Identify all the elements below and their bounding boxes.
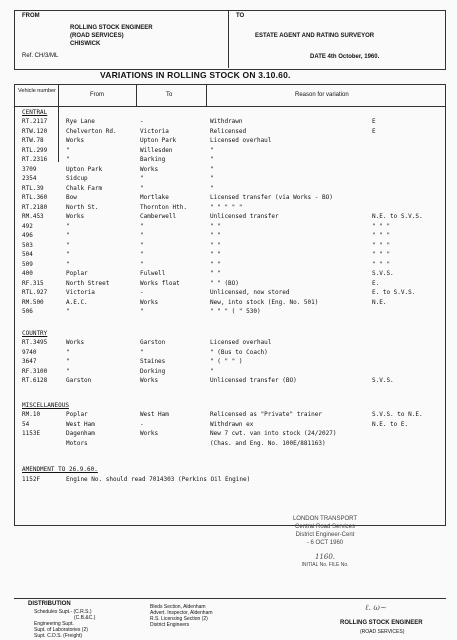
vehicle-number: 506 [22, 308, 33, 315]
table-row [14, 137, 444, 145]
reason-cell: " " [210, 241, 221, 249]
reason-cell: " [210, 175, 214, 182]
table-row [14, 128, 444, 136]
note-cell: " " " [372, 222, 391, 230]
table-row [14, 251, 444, 259]
vehicle-number: RTW.78 [22, 137, 44, 144]
reason-cell: " " " ( " 530) [210, 308, 261, 315]
table-row [14, 223, 444, 231]
from-cell: Works [66, 339, 85, 346]
from-cell: Chalk Farm [66, 184, 103, 192]
note-cell: S.V.S. [372, 270, 394, 277]
stamp-line-3: District Engineer-Cent [295, 532, 355, 538]
vehicle-number: RT.2316 [22, 156, 48, 163]
vehicle-number: RT.2117 [22, 118, 48, 125]
to-org: ESTATE AGENT AND RATING SURVEYOR [255, 33, 375, 39]
from-cell: " [66, 260, 70, 268]
table-row [14, 204, 444, 212]
vehicle-number: RF.315 [22, 279, 44, 287]
table-row [14, 289, 444, 297]
to-cell: " [140, 308, 144, 315]
signature-role: ROLLING STOCK ENGINEER [340, 620, 423, 626]
to-cell: Works float [140, 279, 180, 287]
dist-mid-1: Bleds Section, Aldenham [150, 604, 206, 610]
reason-cell: " " (BO) [210, 279, 239, 287]
table-row [14, 194, 444, 202]
table-row [14, 166, 444, 174]
from-org-line3: CHISWICK [70, 41, 101, 47]
to-cell: Barking [140, 156, 166, 163]
from-cell: Dagenham [66, 430, 95, 437]
receipt-stamp [260, 515, 390, 585]
header-box [14, 10, 446, 70]
reason-cell: Withdrawn ex [210, 420, 254, 428]
note-cell: " " " [372, 251, 391, 258]
footer-rule [14, 598, 446, 599]
table-row [14, 232, 444, 240]
table-row [14, 185, 444, 193]
vehicle-number: RM.500 [22, 298, 44, 306]
to-cell: Staines [140, 358, 166, 365]
vehicle-number: 509 [22, 260, 33, 268]
reason-cell: " [210, 146, 214, 154]
signature-mark: ℓ. ω~ [365, 603, 387, 612]
reason-cell: " " [210, 260, 221, 268]
to-cell: " [140, 260, 144, 268]
vehicle-number: RTW.120 [22, 127, 48, 135]
vehicle-number: RT.6128 [22, 377, 48, 384]
table-header-rule [14, 106, 446, 107]
from-label: FROM [22, 13, 40, 19]
vehicle-number: 504 [22, 251, 33, 258]
to-cell: Thornton Hth. [140, 203, 187, 211]
table-row [14, 349, 444, 357]
reason-cell: Relicensed as "Private" trainer [210, 411, 322, 418]
note-cell: S.V.S. to N.E. [372, 411, 423, 418]
vehicle-number: RTL.299 [22, 146, 48, 154]
note-cell: E. to S.V.S. [372, 289, 416, 296]
from-cell: West Ham [66, 420, 95, 428]
from-org-line2: (ROAD SERVICES) [70, 33, 124, 39]
reason-cell: Unlicensed transfer (BO) [210, 377, 297, 384]
section-misc: MISCELLANEOUS [22, 402, 69, 409]
note-cell: N.E. to S.V.S. [372, 213, 423, 220]
from-cell: " [66, 367, 70, 375]
stamp-footnote: INITIAL No. FILE No. [301, 562, 349, 568]
table-row [14, 377, 444, 385]
from-cell: North St. [66, 203, 99, 211]
to-cell: " [140, 184, 144, 192]
reference: Ref. CH/3/ML [22, 53, 59, 59]
table-row [14, 368, 444, 376]
from-cell: Works [66, 137, 85, 144]
to-cell: " [140, 232, 144, 239]
reason-cell: New 7 cwt. van into stock (24/2027) [210, 430, 337, 437]
reason-cell: " " [210, 232, 221, 239]
reason-cell: " ( " " ) [210, 358, 243, 365]
from-cell: Poplar [66, 270, 88, 277]
page-title: VARIATIONS IN ROLLING STOCK ON 3.10.60. [100, 70, 291, 80]
section-amendment: AMENDMENT TO 26.9.60. [22, 466, 98, 473]
dist-left-3: Engineering Supt. [34, 621, 74, 627]
section-central: CENTRAL [22, 109, 48, 116]
from-cell: Upton Park [66, 165, 103, 173]
from-cell: Works [66, 213, 85, 220]
table-row [14, 261, 444, 269]
to-cell: " [140, 348, 144, 356]
note-cell: N.E. [372, 298, 387, 306]
to-cell: - [140, 118, 144, 125]
amendment-vehicle: 1152F [22, 476, 41, 483]
to-cell: Works [140, 298, 159, 306]
to-cell: " [140, 222, 144, 230]
vehicle-number: 3709 [22, 165, 37, 173]
from-org-line1: ROLLING STOCK ENGINEER [70, 25, 153, 31]
signature-sub: (ROAD SERVICES) [360, 629, 405, 635]
from-cell: Sidcup [66, 175, 88, 182]
table-row [14, 308, 444, 316]
to-cell: Willesden [140, 146, 173, 154]
to-cell: - [140, 289, 144, 296]
from-cell: " [66, 146, 70, 154]
reason-cell: Unlicensed transfer [210, 213, 279, 220]
dist-mid-4: District Engineers [150, 622, 190, 628]
table-row [14, 242, 444, 250]
to-cell: " [140, 241, 144, 249]
reason-cell: " " [210, 270, 221, 277]
reason-cell: Licensed overhaul [210, 137, 272, 144]
from-cell: " [66, 358, 70, 365]
table-row [14, 339, 444, 347]
stamp-line-1: LONDON TRANSPORT [292, 516, 358, 522]
vehicle-number: RF.3100 [22, 367, 48, 375]
stamp-line-2: Central Road Services [294, 524, 356, 530]
to-cell: Fulwell [140, 270, 166, 277]
from-cell: Motors [66, 439, 88, 447]
from-cell: Rye Lane [66, 118, 95, 125]
from-cell: Victoria [66, 289, 95, 296]
stamp-line-4: - 6 OCT 1960 [306, 540, 344, 546]
reason-cell: New, into stock (Eng. No. 501) [210, 298, 319, 306]
note-cell: E [372, 118, 376, 125]
dist-left-5: Supt. C.D.S. (Freight) [34, 633, 83, 639]
table-row [14, 440, 444, 448]
vehicle-number: 1153E [22, 430, 41, 437]
amendment-text: Engine No. should read 7014303 (Perkins Oil Engine) [66, 476, 251, 483]
vehicle-number: RTL.360 [22, 194, 48, 201]
to-cell: Works [140, 377, 159, 384]
reason-cell: " " [210, 222, 221, 230]
from-cell: " [66, 308, 70, 315]
note-cell: " " " [372, 241, 391, 249]
from-cell: Poplar [66, 411, 88, 418]
reason-cell: Licensed overhaul [210, 339, 272, 346]
from-cell: " [66, 251, 70, 258]
from-cell: North Street [66, 279, 110, 287]
dist-mid-3: R.S. Licensing Section (2) [150, 616, 208, 622]
note-cell: S.V.S. [372, 377, 394, 384]
dist-left-1: Schedules Supt.- (C.R.S.) [34, 609, 92, 615]
to-cell: Mortlake [140, 194, 169, 201]
amendment-row [14, 476, 444, 484]
to-cell: " [140, 175, 144, 182]
col-header-reason: Reason for variation [295, 92, 349, 98]
from-cell: " [66, 222, 70, 230]
table-row [14, 411, 444, 419]
vehicle-number: 54 [22, 420, 30, 428]
table-row [14, 358, 444, 366]
reason-cell: " [210, 156, 214, 163]
to-cell: - [140, 420, 144, 428]
col-header-to: To [166, 92, 173, 98]
header-divider [228, 10, 229, 68]
to-cell: Works [140, 430, 159, 437]
distribution-label: DISTRIBUTION [28, 601, 71, 607]
vehicle-number: 503 [22, 241, 33, 249]
note-cell: " " " [372, 260, 391, 268]
to-cell: Victoria [140, 127, 169, 135]
note-cell: " " " [372, 232, 391, 239]
distribution-left [34, 609, 95, 639]
col-header-vehicle: Vehicle number [18, 88, 56, 94]
vehicle-number: RM.453 [22, 213, 44, 220]
vehicle-number: RT.2180 [22, 203, 48, 211]
reason-cell: " (Bus to Coach) [210, 348, 268, 356]
to-cell: Camberwell [140, 213, 177, 220]
from-cell: Chelverton Rd. [66, 127, 117, 135]
table-row [14, 118, 444, 126]
stamp-handwritten: 1160. [314, 553, 336, 561]
reason-cell: " [210, 184, 214, 192]
from-cell: " [66, 232, 70, 239]
to-cell: West Ham [140, 411, 169, 418]
table-row [14, 175, 444, 183]
from-cell: A.E.C. [66, 298, 88, 306]
vehicle-number: RTL.927 [22, 289, 48, 296]
distribution-middle [150, 604, 213, 628]
note-cell: E. [372, 279, 380, 287]
to-cell: " [140, 251, 144, 258]
table-row [14, 147, 444, 155]
reason-cell: (Chas. and Eng. No. 100E/881163) [210, 439, 326, 447]
dist-mid-2: Advert. Inspector, Aldenham [150, 610, 213, 616]
reason-cell: " " [210, 251, 221, 258]
vehicle-number: 2354 [22, 175, 37, 182]
to-label: TO [236, 13, 245, 19]
vehicle-number: 496 [22, 232, 33, 239]
from-cell: Bow [66, 194, 77, 201]
reason-cell: Withdrawn [210, 118, 243, 125]
from-cell: Garston [66, 377, 92, 384]
reason-cell: " [210, 367, 214, 375]
note-cell: N.E. to E. [372, 420, 409, 428]
col-header-from: From [90, 92, 104, 98]
reason-cell: Unlicensed, now stored [210, 289, 290, 296]
table-row [14, 213, 444, 221]
vehicle-number: 9740 [22, 348, 37, 356]
table-row [14, 280, 444, 288]
table-row [14, 270, 444, 278]
document-date: DATE 4th October, 1960. [310, 54, 380, 60]
reason-cell: " [210, 165, 214, 173]
vehicle-number: RT.3495 [22, 339, 48, 346]
reason-cell: " " " " " [210, 203, 243, 211]
vehicle-number: RM.10 [22, 411, 41, 418]
vehicle-number: 400 [22, 270, 33, 277]
reason-cell: Licensed transfer (via Works - BO) [210, 194, 333, 201]
from-cell: " [66, 156, 70, 163]
table-row [14, 156, 444, 164]
table-row [14, 430, 444, 438]
from-cell: " [66, 348, 70, 356]
note-cell: E [372, 127, 376, 135]
vehicle-number: RTL.39 [22, 184, 44, 192]
vehicle-number: 3647 [22, 358, 37, 365]
table-row [14, 421, 444, 429]
vehicle-number: 492 [22, 222, 33, 230]
dist-left-4: Supt. of Laboratories (2) [34, 627, 88, 633]
to-cell: Dorking [140, 367, 166, 375]
section-country: COUNTRY [22, 330, 48, 337]
reason-cell: Relicensed [210, 127, 247, 135]
to-cell: Garston [140, 339, 166, 346]
to-cell: Upton Park [140, 137, 177, 144]
col-rule-3 [206, 84, 207, 106]
table-row [14, 299, 444, 307]
col-rule-2 [136, 84, 137, 106]
from-cell: " [66, 241, 70, 249]
to-cell: Works [140, 165, 159, 173]
dist-left-2: (C.B.&C.) [74, 615, 96, 621]
